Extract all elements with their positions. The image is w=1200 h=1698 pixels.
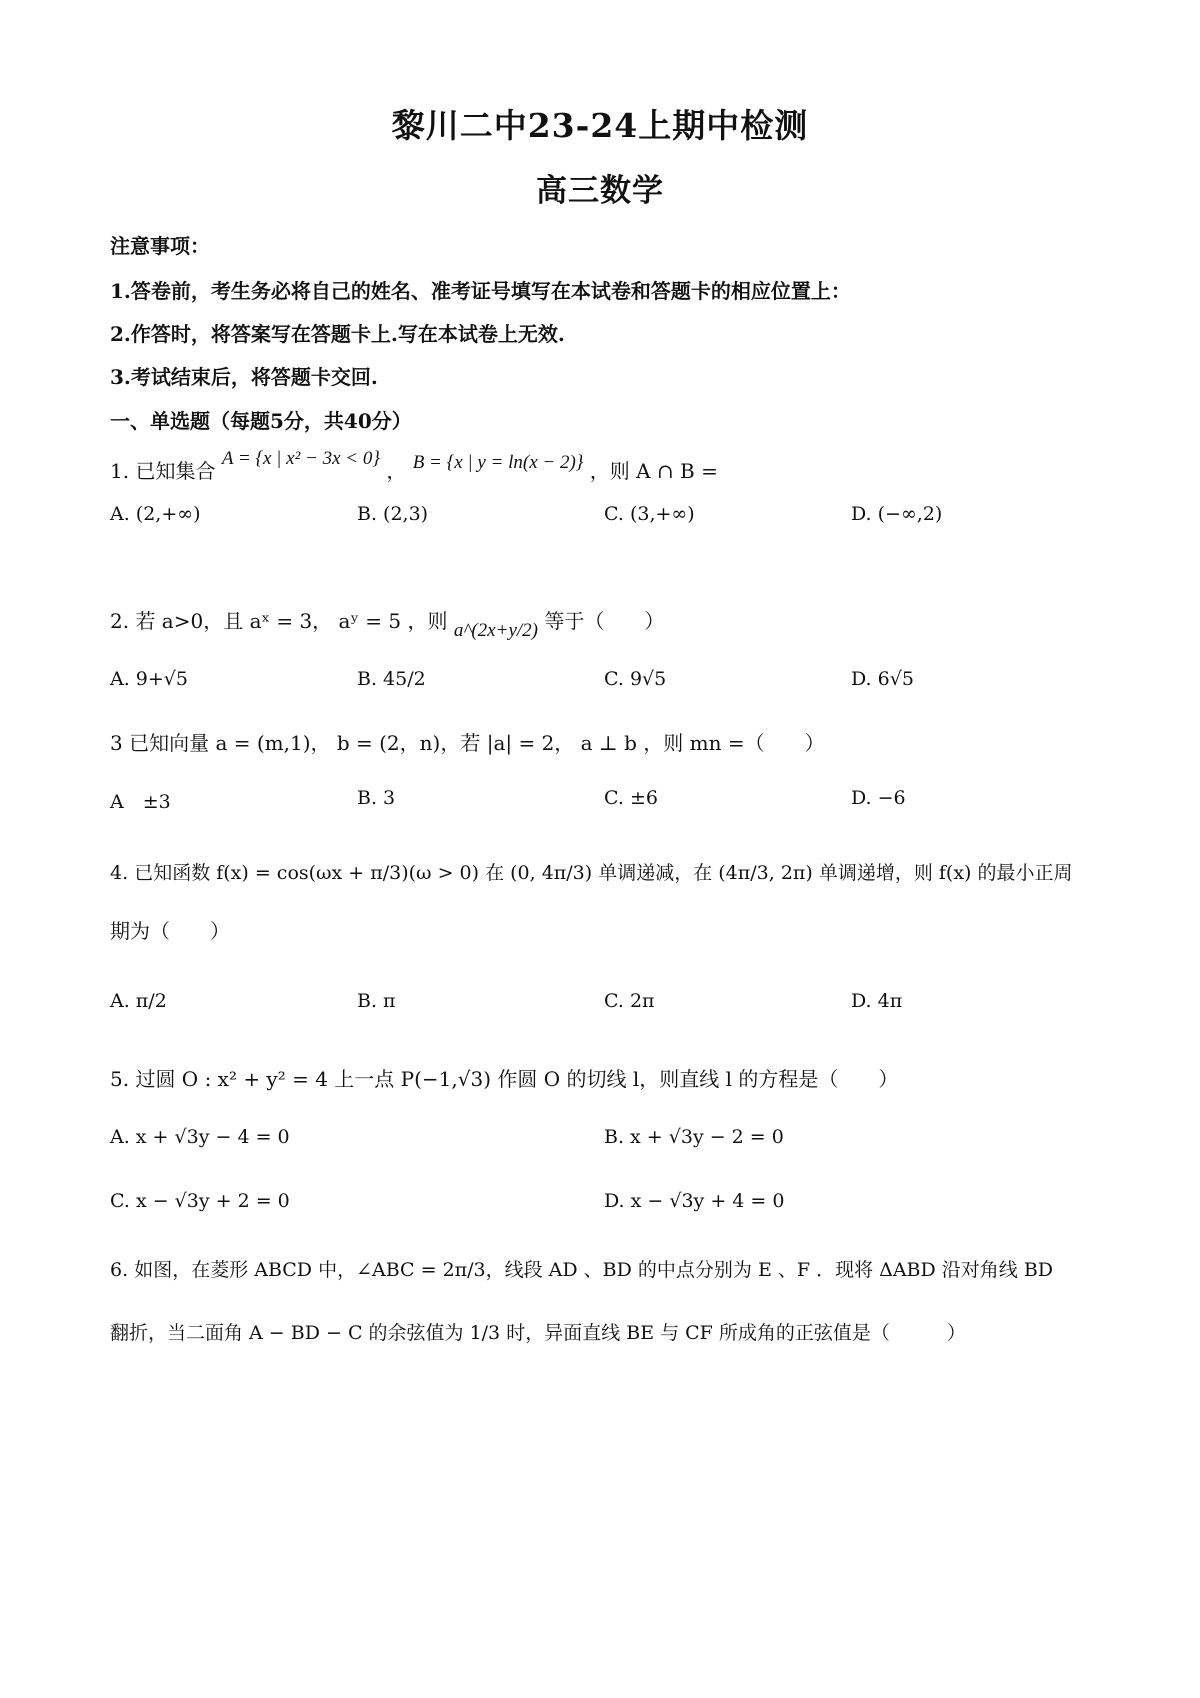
q1-option-b: B. (2,3) bbox=[357, 503, 429, 525]
q3-option-c: C. ±6 bbox=[604, 787, 658, 809]
q4-option-c: C. 2π bbox=[604, 990, 655, 1012]
q5-option-c: C. x − √3y + 2 = 0 bbox=[110, 1190, 290, 1212]
q6-number: 6. bbox=[110, 1259, 129, 1281]
q6-stem-line2: 翻折，当二面角 A − BD − C 的余弦值为 1/3 时，异面直线 BE 与 CF 所成角的正弦值是（ ） bbox=[110, 1322, 966, 1344]
q3-option-d: D. −6 bbox=[851, 787, 906, 809]
question-6 bbox=[110, 1255, 1053, 1282]
question-5 bbox=[110, 1063, 898, 1092]
section-heading: 一、单选题（每题5分，共40分） bbox=[110, 409, 412, 433]
q5-option-a: A. x + √3y − 4 = 0 bbox=[110, 1126, 290, 1148]
q2-stem-suffix: 等于（ ） bbox=[544, 609, 665, 633]
question-2 bbox=[110, 605, 665, 641]
q1-option-c: C. (3,+∞) bbox=[604, 503, 695, 525]
q4-option-a: A. π/2 bbox=[110, 990, 167, 1012]
q5-option-d: D. x − √3y + 4 = 0 bbox=[604, 1190, 785, 1212]
exam-title: 黎川二中23-24上期中检测 bbox=[391, 106, 809, 145]
q2-option-c: C. 9√5 bbox=[604, 668, 667, 690]
q5-number: 5. bbox=[110, 1067, 130, 1091]
q2-option-a: A. 9+√5 bbox=[110, 668, 189, 690]
q2-exponent-expr: a^(2x+y/2) bbox=[453, 620, 538, 641]
q4-number: 4. bbox=[110, 862, 129, 884]
q1-number: 1. bbox=[110, 459, 130, 483]
q1-option-d: D. (−∞,2) bbox=[851, 503, 943, 525]
q1-stem-suffix: ，则 A ∩ B = bbox=[589, 459, 718, 483]
q2-option-b: B. 45/2 bbox=[357, 668, 426, 690]
question-1: 1. 已知集合 A = {x | x² − 3x < 0} ， B = {x | y = ln(x − 2)} ，则 A ∩ B = bbox=[110, 448, 718, 483]
q1-set-a: A = {x | x² − 3x < 0} bbox=[221, 448, 380, 469]
q6-stem-line1: 如图，在菱形 ABCD 中，∠ABC = 2π/3，线段 AD 、BD 的中点分别为 E 、F ．现将 ΔABD 沿对角线 BD bbox=[134, 1259, 1054, 1281]
notice-item-2: 2.作答时，将答案写在答题卡上.写在本试卷上无效. bbox=[110, 322, 565, 346]
question-4 bbox=[110, 858, 1073, 885]
q1-set-b: B = {x | y = ln(x − 2)} bbox=[412, 452, 584, 473]
q3-option-b: B. 3 bbox=[357, 787, 396, 809]
q1-option-a: A. (2,+∞) bbox=[110, 503, 201, 525]
q5-stem: 过圆 O : x² + y² = 4 上一点 P(−1,√3) 作圆 O 的切线 l，则直线 l 的方程是（ ） bbox=[135, 1067, 899, 1091]
q4-option-b: B. π bbox=[357, 990, 396, 1012]
notice-item-1: 1.答卷前，考生务必将自己的姓名、准考证号填写在本试卷和答题卡的相应位置上： bbox=[110, 279, 851, 303]
exam-subject: 高三数学 bbox=[536, 173, 664, 209]
q1-stem-prefix: 已知集合 bbox=[135, 459, 216, 483]
q3-stem: 已知向量 a = (m,1)， b = (2，n)，若 |a| = 2， a ⊥ b ，则 mn =（ ） bbox=[129, 731, 825, 755]
q2-stem-prefix: 若 a>0，且 aˣ = 3， aʸ = 5 ，则 bbox=[135, 609, 448, 633]
question-3 bbox=[110, 727, 825, 756]
q4-option-d: D. 4π bbox=[851, 990, 903, 1012]
notice-heading: 注意事项： bbox=[110, 234, 210, 258]
q2-number: 2. bbox=[110, 609, 130, 633]
q4-stem-line1: 已知函数 f(x) = cos(ωx + π/3)(ω > 0) 在 (0, 4π/3) 单调递减，在 (4π/3, 2π) 单调递增，则 f(x) 的最小正周 bbox=[134, 862, 1073, 884]
q5-option-b: B. x + √3y − 2 = 0 bbox=[604, 1126, 784, 1148]
q3-number: 3 bbox=[110, 731, 123, 755]
q3-option-a: A ±3 bbox=[110, 791, 171, 813]
notice-item-3: 3.考试结束后，将答题卡交回. bbox=[110, 365, 378, 389]
q2-option-d: D. 6√5 bbox=[851, 668, 914, 690]
q4-stem-line2: 期为（ ） bbox=[110, 919, 230, 943]
